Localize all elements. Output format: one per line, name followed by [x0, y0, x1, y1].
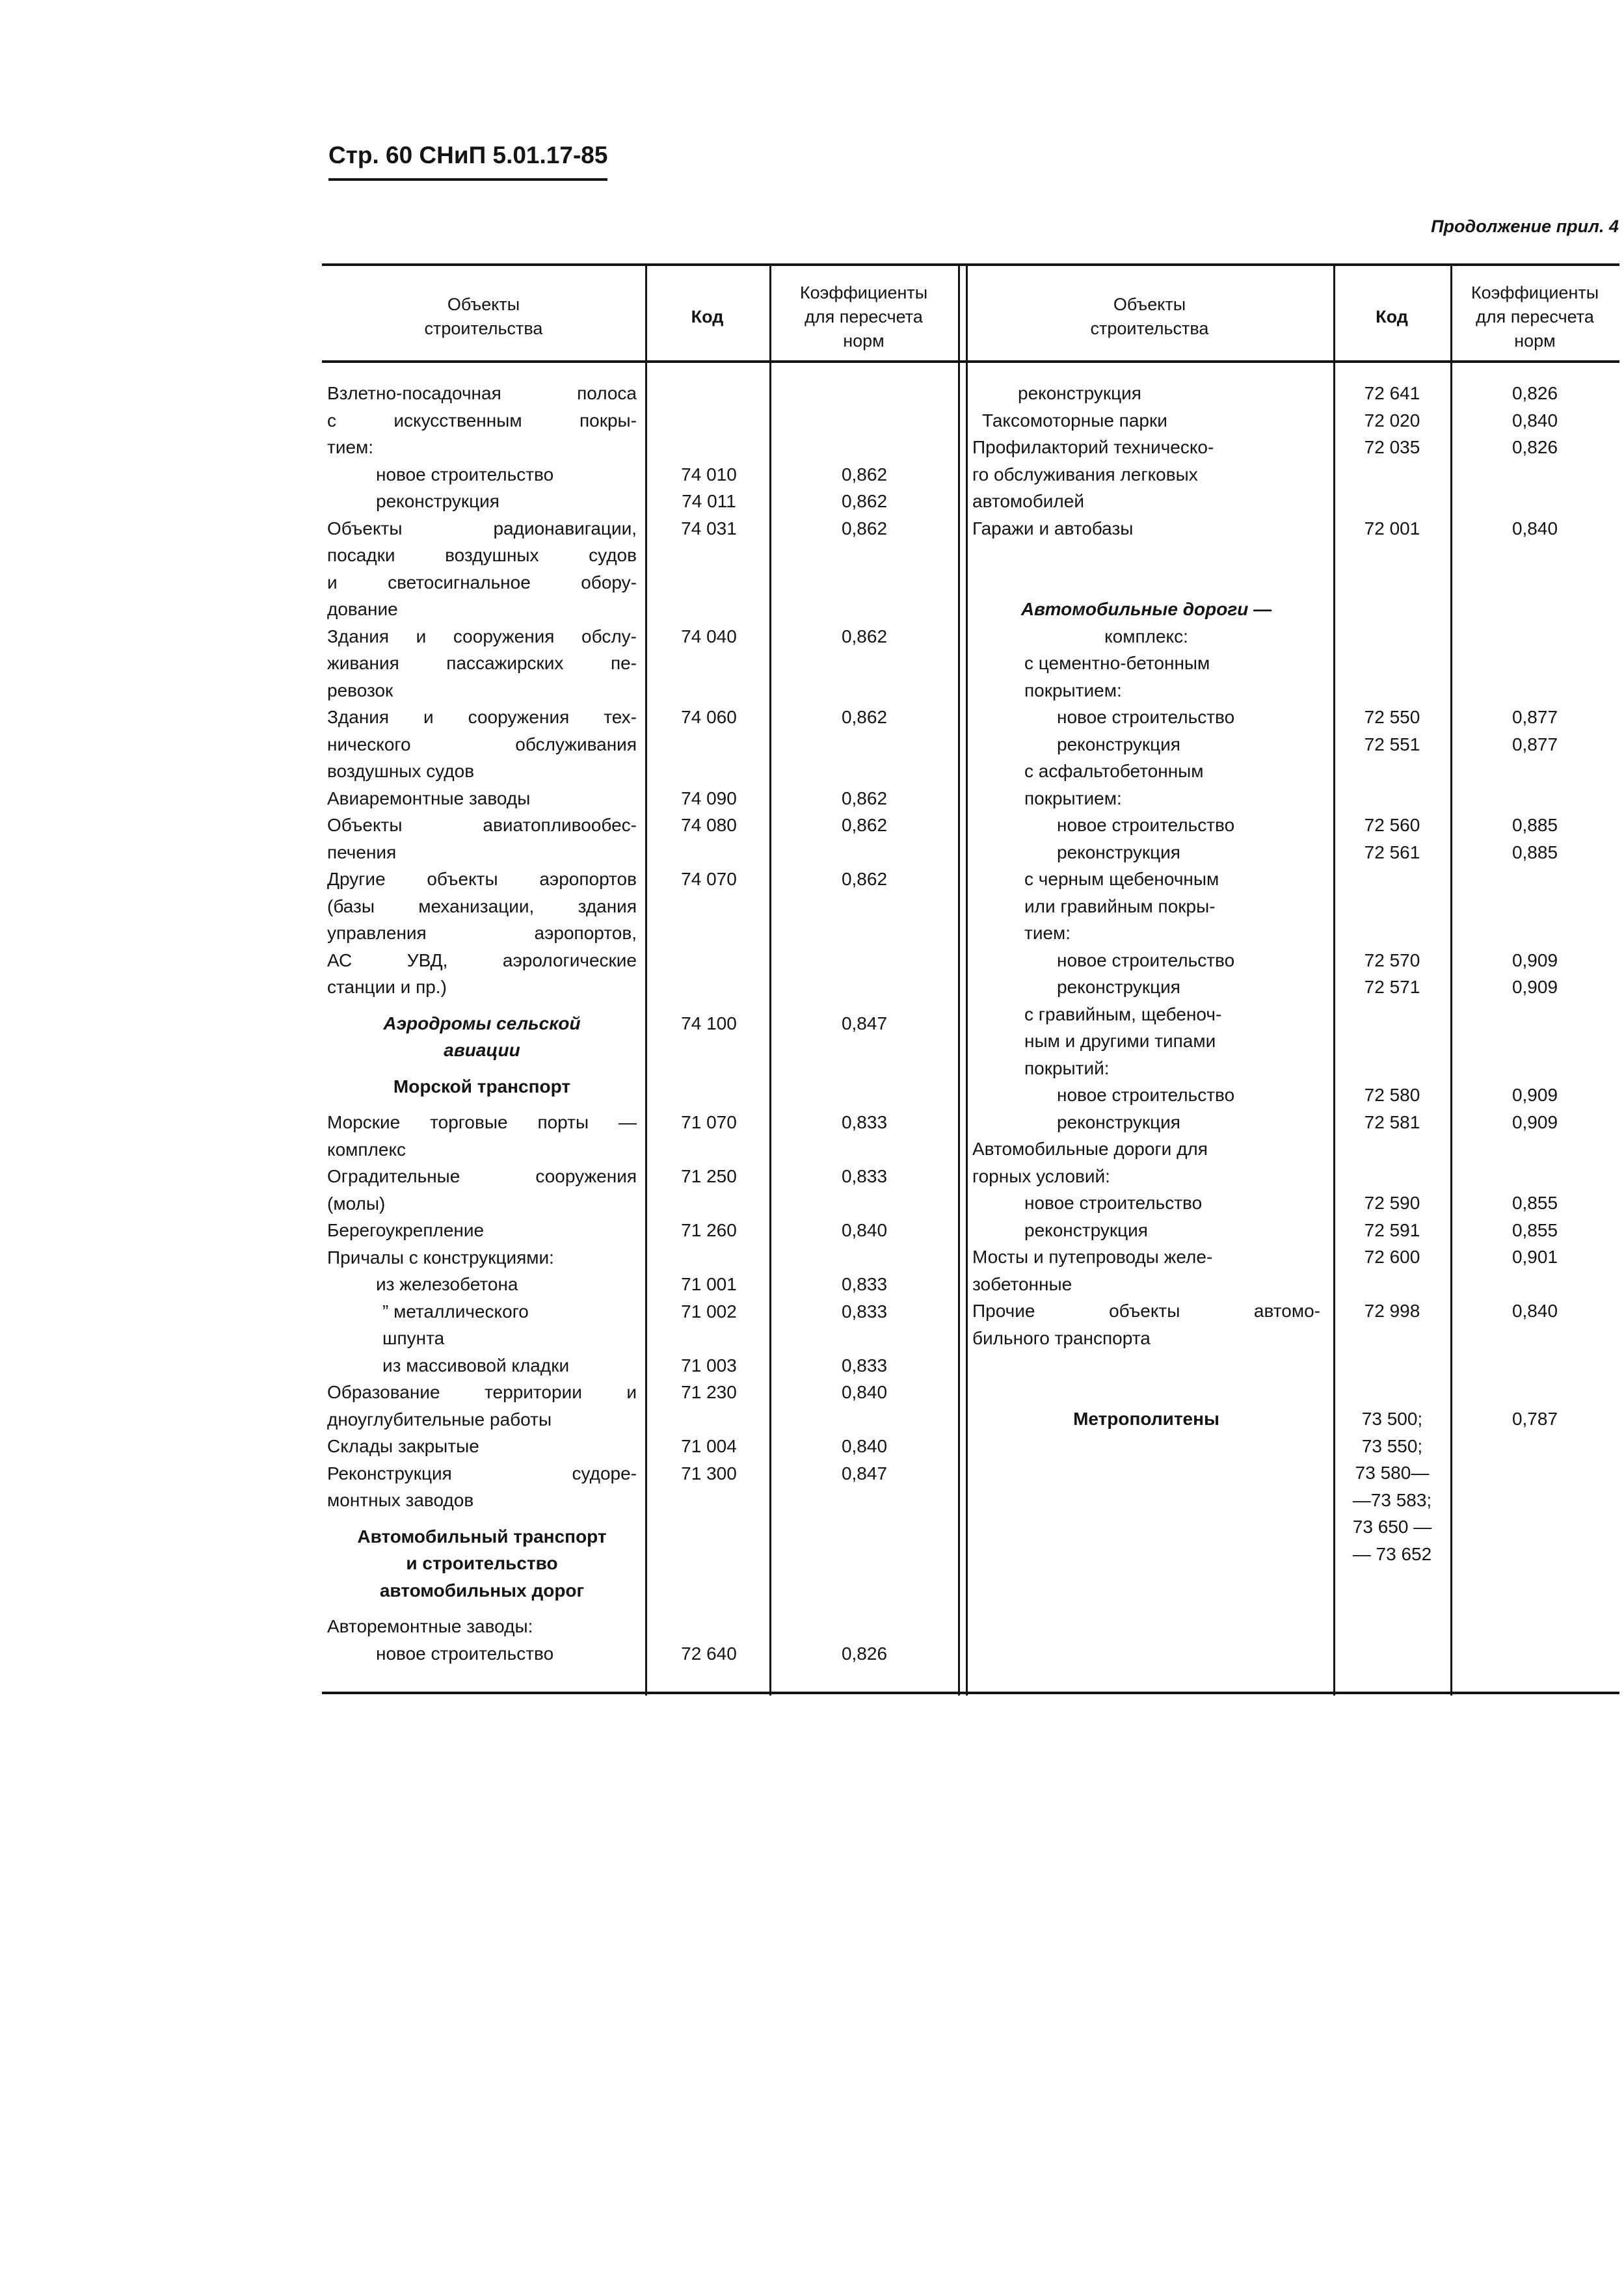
left-coef-cell: 0,862 — [841, 626, 888, 646]
right-object-line: ным и другими типами — [1024, 1031, 1216, 1051]
left-object-line: из массивовой кладки — [382, 1355, 570, 1376]
left-object-line: монтных заводов — [327, 1490, 474, 1510]
header-right-objects: Объекты строительства — [1090, 295, 1209, 338]
right-object-line: покрытий: — [1024, 1058, 1110, 1078]
left-coef-cell: 0,862 — [841, 869, 888, 889]
right-code-cell: 73 550; — [1361, 1435, 1423, 1456]
right-code-cell: 72 561 — [1364, 842, 1420, 862]
table-bottom-rule — [322, 1692, 1619, 1694]
right-code-cell: 72 580 — [1364, 1085, 1420, 1105]
left-coef-cell: 0,862 — [841, 518, 888, 539]
right-object-line: новое строительство — [1057, 1085, 1235, 1105]
left-object-line: авиации — [444, 1040, 520, 1060]
left-object-line: станции и пр.) — [327, 977, 447, 997]
left-object-line: тием: — [327, 437, 374, 457]
left-object-line: реконструкция — [376, 491, 499, 511]
left-object-line: Склады закрытые — [327, 1436, 479, 1456]
right-code-cell: 72 035 — [1364, 437, 1420, 457]
right-coef-cell: 0,909 — [1511, 950, 1558, 970]
right-object-line: с асфальтобетонным — [1024, 761, 1204, 781]
right-object-line: реконструкция — [1057, 977, 1180, 997]
right-object-line: Автомобильные дороги — — [1020, 599, 1272, 619]
left-object-line: Автомобильный транспорт — [357, 1526, 607, 1547]
left-coef-cell: 0,833 — [841, 1112, 888, 1132]
left-code-cell: 74 100 — [681, 1013, 737, 1033]
right-object-line: автомобилей — [972, 491, 1084, 511]
left-coef-cell: 0,833 — [841, 1355, 888, 1376]
right-object-line: новое строительство — [1057, 815, 1235, 835]
left-coef-cell: 0,862 — [841, 464, 888, 485]
right-code-cell: 72 560 — [1364, 815, 1420, 835]
header-bottom-rule — [322, 360, 1619, 363]
right-object-line: с черным щебеночным — [1024, 869, 1219, 889]
right-object-line: новое строительство — [1024, 1193, 1203, 1213]
left-object-line: из железобетона — [376, 1274, 518, 1294]
left-object-line: (молы) — [327, 1193, 386, 1214]
left-code-cell: 72 640 — [681, 1643, 737, 1664]
left-object-line: автомобильных дорог — [379, 1580, 585, 1601]
left-object-line: АС УВД, аэрологические — [327, 950, 637, 970]
left-code-cell: 74 090 — [681, 788, 737, 808]
right-object-line: Автомобильные дороги для — [972, 1139, 1208, 1159]
table-top-rule — [322, 263, 1619, 266]
left-object-line: Берегоукрепление — [327, 1220, 485, 1240]
right-object-line: с гравийным, щебеноч- — [1024, 1004, 1222, 1024]
left-coef-cell: 0,833 — [841, 1274, 888, 1294]
left-coef-cell: 0,862 — [841, 815, 888, 835]
right-object-line: Метрополитены — [1073, 1409, 1219, 1429]
left-object-line: дование — [327, 599, 398, 619]
left-coef-cell: 0,862 — [841, 788, 888, 808]
right-object-line: Прочие объекты автомо- — [972, 1301, 1320, 1321]
left-coef-cell: 0,833 — [841, 1166, 888, 1186]
left-code-cell: 74 080 — [681, 815, 737, 835]
page-header: Стр. 60 СНиП 5.01.17-85 — [328, 142, 607, 181]
left-coef-cell: 0,840 — [841, 1220, 888, 1240]
right-coef-cell: 0,909 — [1511, 977, 1558, 997]
right-coef-cell: 0,840 — [1511, 518, 1558, 539]
right-object-line: бильного транспорта — [972, 1327, 1151, 1348]
right-coef-cell: 0,855 — [1511, 1193, 1558, 1213]
right-object-line: Гаражи и автобазы — [972, 518, 1134, 539]
left-code-cell: 71 230 — [681, 1382, 737, 1402]
left-code-cell: 71 300 — [681, 1463, 737, 1483]
left-coef-cell: 0,847 — [841, 1463, 888, 1483]
right-object-line: покрытием: — [1024, 680, 1122, 700]
left-code-cell: 74 040 — [681, 626, 737, 646]
right-code-cell: 72 581 — [1364, 1111, 1420, 1132]
left-object-line: Причалы с конструкциями: — [327, 1247, 554, 1268]
left-object-line: Оградительные сооружения — [327, 1166, 637, 1186]
left-code-cell: 74 060 — [681, 707, 737, 727]
left-objects-code-divider — [645, 263, 647, 1696]
right-object-line: тием: — [1024, 923, 1071, 943]
left-coef-cell: 0,840 — [841, 1436, 888, 1456]
left-code-cell: 71 250 — [681, 1166, 737, 1186]
left-object-line: Авиаремонтные заводы — [327, 788, 531, 808]
right-code-cell: — 73 652 — [1352, 1543, 1432, 1564]
left-object-line: шпунта — [382, 1328, 445, 1348]
left-code-cell: 71 070 — [681, 1112, 737, 1132]
left-code-cell: 71 001 — [681, 1274, 737, 1294]
right-code-cell: 72 550 — [1364, 707, 1420, 727]
left-object-line: с искусственным покры- — [327, 410, 637, 431]
left-object-line: Реконструкция судоре- — [327, 1463, 637, 1483]
right-coef-cell: 0,787 — [1511, 1409, 1558, 1429]
right-code-cell: 72 590 — [1364, 1193, 1420, 1213]
left-coef-cell: 0,862 — [841, 707, 888, 727]
right-object-line: Профилакторий техническо- — [972, 437, 1214, 457]
right-coef-cell: 0,877 — [1511, 734, 1558, 754]
left-object-line: (базы механизации, здания — [327, 896, 637, 916]
left-code-cell: 71 004 — [681, 1436, 737, 1456]
left-object-line: Авторемонтные заводы: — [327, 1616, 533, 1636]
right-object-line: реконструкция — [1057, 842, 1180, 862]
right-object-line: новое строительство — [1057, 950, 1235, 970]
left-code-cell: 71 003 — [681, 1355, 737, 1376]
right-code-cell: 72 600 — [1364, 1247, 1420, 1267]
right-object-line: реконструкция — [1024, 1219, 1148, 1240]
left-code-cell: 74 031 — [681, 518, 737, 539]
left-coef-cell: 0,833 — [841, 1301, 888, 1322]
right-code-cell: 73 580— — [1355, 1463, 1430, 1483]
right-coef-cell: 0,885 — [1511, 842, 1558, 862]
left-object-line: новое строительство — [376, 464, 554, 485]
left-coef-cell: 0,862 — [841, 491, 888, 511]
header-right-code: Код — [1376, 306, 1408, 326]
right-code-cell: —73 583; — [1352, 1489, 1432, 1510]
left-object-line: ” металлического — [382, 1301, 529, 1322]
right-coef-cell: 0,826 — [1511, 437, 1558, 457]
left-object-line: живания пассажирских пе- — [327, 653, 637, 673]
middle-divider-a — [958, 263, 960, 1696]
right-object-line: новое строительство — [1057, 707, 1235, 727]
coefficient-table — [322, 263, 1619, 1696]
left-coef-cell: 0,847 — [841, 1013, 888, 1033]
right-coef-cell: 0,877 — [1511, 707, 1558, 727]
right-object-line: или гравийным покры- — [1024, 896, 1216, 916]
right-coef-cell: 0,885 — [1511, 815, 1558, 835]
right-object-line: Таксомоторные парки — [982, 410, 1167, 431]
header-right-coef: Коэффициенты для пересчета норм — [1471, 282, 1599, 351]
right-coef-cell: 0,840 — [1511, 1301, 1558, 1321]
left-object-line: и светосигнальное обору- — [327, 572, 637, 592]
left-code-cell: 74 010 — [681, 464, 737, 485]
right-object-line: го обслуживания легковых — [972, 464, 1198, 485]
left-object-line: Морской транспорт — [393, 1076, 571, 1097]
left-object-line: Аэродромы сельской — [383, 1013, 581, 1033]
left-code-cell: 74 070 — [681, 869, 737, 889]
right-object-line: горных условий: — [972, 1165, 1110, 1186]
right-code-cell: 72 591 — [1364, 1219, 1420, 1240]
header-left-coef: Коэффициенты для пересчета норм — [799, 282, 928, 351]
left-object-line: Здания и сооружения обслу- — [327, 626, 637, 646]
right-code-cell: 73 650 — — [1352, 1517, 1432, 1537]
left-coef-cell: 0,840 — [841, 1382, 888, 1402]
left-object-line: посадки воздушных судов — [327, 545, 637, 565]
continuation-note: Продолжение прил. 4 — [1431, 217, 1619, 236]
right-code-cell: 72 020 — [1364, 410, 1420, 431]
left-object-line: управления аэропортов, — [327, 923, 637, 943]
right-code-cell: 73 500; — [1361, 1409, 1423, 1429]
right-coef-cell: 0,840 — [1511, 410, 1558, 431]
right-coef-cell: 0,901 — [1511, 1247, 1558, 1267]
right-object-line: реконструкция — [1057, 1111, 1180, 1132]
left-code-cell: 74 011 — [682, 491, 736, 511]
right-object-line: зобетонные — [972, 1273, 1072, 1294]
right-object-line: с цементно-бетонным — [1024, 653, 1210, 673]
left-code-coef-divider — [769, 263, 771, 1696]
header-left-code: Код — [691, 306, 724, 326]
left-object-line: комплекс — [327, 1139, 406, 1160]
right-code-cell: 72 001 — [1364, 518, 1420, 539]
left-object-line: печения — [327, 842, 397, 862]
right-code-cell: 72 570 — [1364, 950, 1420, 970]
left-object-line: Объекты радионавигации, — [327, 518, 637, 539]
left-code-cell: 71 260 — [681, 1220, 737, 1240]
right-coef-cell: 0,909 — [1511, 1111, 1558, 1132]
left-object-line: Морские торговые порты — — [327, 1112, 637, 1132]
right-code-cell: 72 571 — [1364, 977, 1420, 997]
right-object-line: комплекс: — [1104, 626, 1188, 646]
left-coef-cell: 0,826 — [841, 1643, 888, 1664]
left-object-line: Взлетно-посадочная полоса — [327, 383, 637, 403]
left-object-line: дноуглубительные работы — [327, 1409, 552, 1430]
left-object-line: нического обслуживания — [327, 734, 637, 754]
right-object-line: Мосты и путепроводы желе- — [972, 1247, 1213, 1267]
header-left-objects: Объекты строительства — [424, 295, 543, 338]
right-coef-cell: 0,909 — [1511, 1085, 1558, 1105]
left-object-line: Здания и сооружения тех- — [327, 707, 637, 727]
left-code-cell: 71 002 — [681, 1301, 737, 1322]
right-coef-cell: 0,855 — [1511, 1219, 1558, 1240]
right-coef-cell: 0,826 — [1511, 383, 1558, 403]
right-object-line: реконструкция — [1018, 383, 1141, 403]
left-object-line: ревозок — [327, 680, 393, 700]
left-object-line: Образование территории и — [327, 1382, 637, 1402]
middle-divider-b — [966, 263, 968, 1696]
right-code-cell: 72 641 — [1364, 383, 1420, 403]
left-object-line: воздушных судов — [327, 761, 475, 781]
right-code-cell: 72 998 — [1364, 1301, 1420, 1321]
left-object-line: Другие объекты аэропортов — [327, 869, 637, 889]
right-code-cell: 72 551 — [1364, 734, 1420, 754]
right-object-line: покрытием: — [1024, 788, 1122, 808]
right-object-line: реконструкция — [1057, 734, 1180, 754]
left-object-line: и строительство — [406, 1553, 558, 1573]
left-object-line: новое строительство — [376, 1643, 554, 1664]
right-code-coef-divider — [1450, 263, 1452, 1696]
left-object-line: Объекты авиатопливообес- — [327, 815, 637, 835]
